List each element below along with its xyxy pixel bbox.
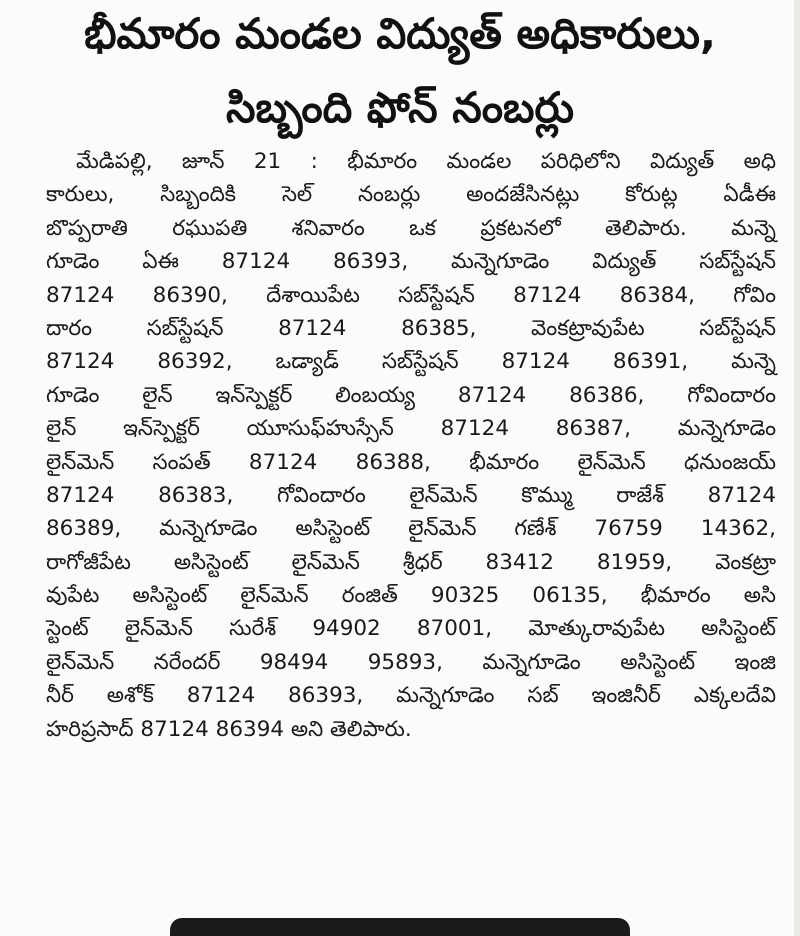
body-line: వుపేట అసిస్టెంట్ లైన్‌మెన్ రంజిత్ 90325 06135, భీమారం అసి (46, 583, 776, 609)
body-line: లైన్‌మెన్ నరేందర్ 98494 95893, మన్నెగూడెం అసిస్టెంట్ ఇంజి (46, 649, 776, 675)
next-headline-fragment (170, 918, 630, 936)
body-line: గూడెం ఏఈ 87124 86393, మన్నెగూడెం విద్యుత్ సబ్‌స్టేషన్ (46, 249, 776, 275)
body-line-last: హరిప్రసాద్ 87124 86394 అని తెలిపారు. (46, 716, 412, 742)
body-line: లైన్‌మెన్ సంపత్ 87124 86388, భీమారం లైన్‌మెన్ ధనుంజయ్ (46, 449, 776, 475)
body-line: మేడిపల్లి, జూన్ 21 : భీమారం మండల పరిధిలోని విద్యుత్ అధి (76, 149, 776, 174)
headline-line-2: సిబ్బంది ఫోన్ నంబర్లు (226, 83, 574, 132)
body-line: 86389, మన్నెగూడెం అసిస్టెంట్ లైన్‌మెన్ గణేశ్ 76759 14362, (46, 516, 776, 542)
next-article-headline-cutoff (0, 908, 800, 936)
body-line: రాగోజీపేట అసిస్టెంట్ లైన్‌మెన్ శ్రీధర్ 83412 81959, వెంకట్రా (46, 549, 776, 575)
body-line: 87124 86392, ఒడ్యాడ్ సబ్‌స్టేషన్ 87124 86391, మన్నె (46, 349, 776, 375)
body-line: లైన్ ఇన్‌స్పెక్టర్ యూసుఫ్‌హుస్సేన్ 87124 86387, మన్నెగూడెం (46, 416, 776, 442)
body-line: స్టెంట్ లైన్‌మెన్ సురేశ్ 94902 87001, మోత్కురావుపేట అసిస్టెంట్ (46, 616, 776, 642)
body-line: నీర్ అశోక్ 87124 86393, మన్నెగూడెం సబ్ ఇంజినీర్ ఎక్కలదేవి (46, 683, 776, 709)
body-line: బొప్పరాతి రఘుపతి శనివారం ఒక ప్రకటనలో తెలిపారు. మన్నె (46, 215, 776, 241)
body-line: కారులు, సిబ్బందికి సెల్ నంబర్లు అందజేసినట్లు కోరుట్ల ఏడీఈ (46, 182, 776, 208)
scan-edge (794, 0, 800, 936)
body-line: గూడెం లైన్ ఇన్‌స్పెక్టర్ లింబయ్య 87124 86386, గోవిందారం (46, 382, 776, 408)
body-line: దారం సబ్‌స్టేషన్ 87124 86385, వెంకట్రావుపేట సబ్‌స్టేషన్ (46, 315, 776, 341)
body-line: 87124 86390, దేశాయిపేట సబ్‌స్టేషన్ 87124 86384, గోవిం (46, 282, 776, 308)
body-line: 87124 86383, గోవిందారం లైన్‌మెన్ కొమ్ము రాజేశ్ 87124 (46, 482, 776, 508)
headline-line-1: భీమారం మండల విద్యుత్ అధికారులు, (84, 9, 716, 58)
article-body (46, 145, 776, 746)
